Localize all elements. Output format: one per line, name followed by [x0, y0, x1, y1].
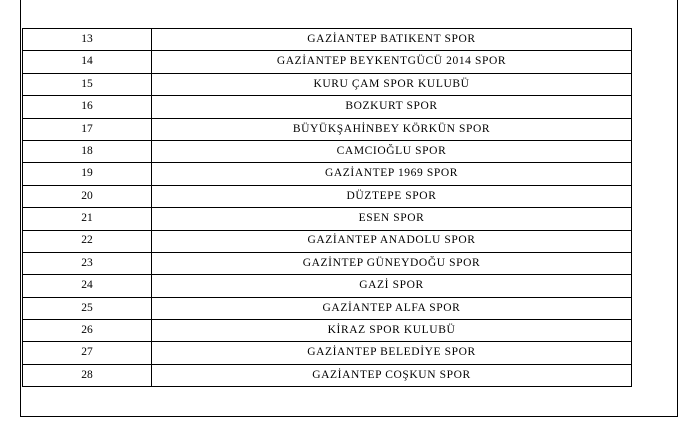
row-number: 24 [23, 275, 152, 297]
table-row [23, 364, 632, 386]
row-number: 28 [23, 364, 152, 386]
club-list-table [22, 28, 632, 387]
club-name: GAZİNTEP GÜNEYDOĞU SPOR [152, 252, 632, 274]
club-name: KİRAZ SPOR KULUBÜ [152, 320, 632, 342]
table-row [23, 230, 632, 252]
row-number: 27 [23, 342, 152, 364]
club-name: GAZİANTEP COŞKUN SPOR [152, 364, 632, 386]
club-name: ESEN SPOR [152, 208, 632, 230]
row-number: 20 [23, 185, 152, 207]
club-name: GAZİANTEP BEYKENTGÜCÜ 2014 SPOR [152, 51, 632, 73]
club-name: GAZİ SPOR [152, 275, 632, 297]
table-row [23, 252, 632, 274]
club-name: BÜYÜKŞAHİNBEY KÖRKÜN SPOR [152, 118, 632, 140]
club-name: GAZİANTEP ANADOLU SPOR [152, 230, 632, 252]
row-number: 21 [23, 208, 152, 230]
table-row [23, 320, 632, 342]
row-number: 18 [23, 140, 152, 162]
row-number: 13 [23, 29, 152, 51]
table-row [23, 96, 632, 118]
table-row [23, 342, 632, 364]
table-row [23, 208, 632, 230]
row-number: 23 [23, 252, 152, 274]
row-number: 17 [23, 118, 152, 140]
club-name: GAZİANTEP BATIKENT SPOR [152, 29, 632, 51]
row-number: 26 [23, 320, 152, 342]
club-name: GAZİANTEP 1969 SPOR [152, 163, 632, 185]
table-row [23, 297, 632, 319]
club-name: CAMCIOĞLU SPOR [152, 140, 632, 162]
club-name: GAZİANTEP BELEDİYE SPOR [152, 342, 632, 364]
club-name: KURU ÇAM SPOR KULUBÜ [152, 73, 632, 95]
club-name: GAZİANTEP ALFA SPOR [152, 297, 632, 319]
row-number: 22 [23, 230, 152, 252]
table-row [23, 29, 632, 51]
row-number: 16 [23, 96, 152, 118]
club-name: BOZKURT SPOR [152, 96, 632, 118]
table-row [23, 73, 632, 95]
table-row [23, 140, 632, 162]
table-row [23, 51, 632, 73]
club-name: DÜZTEPE SPOR [152, 185, 632, 207]
row-number: 25 [23, 297, 152, 319]
table-row [23, 275, 632, 297]
row-number: 14 [23, 51, 152, 73]
table-row [23, 118, 632, 140]
table-row [23, 185, 632, 207]
row-number: 19 [23, 163, 152, 185]
row-number: 15 [23, 73, 152, 95]
table-row [23, 163, 632, 185]
